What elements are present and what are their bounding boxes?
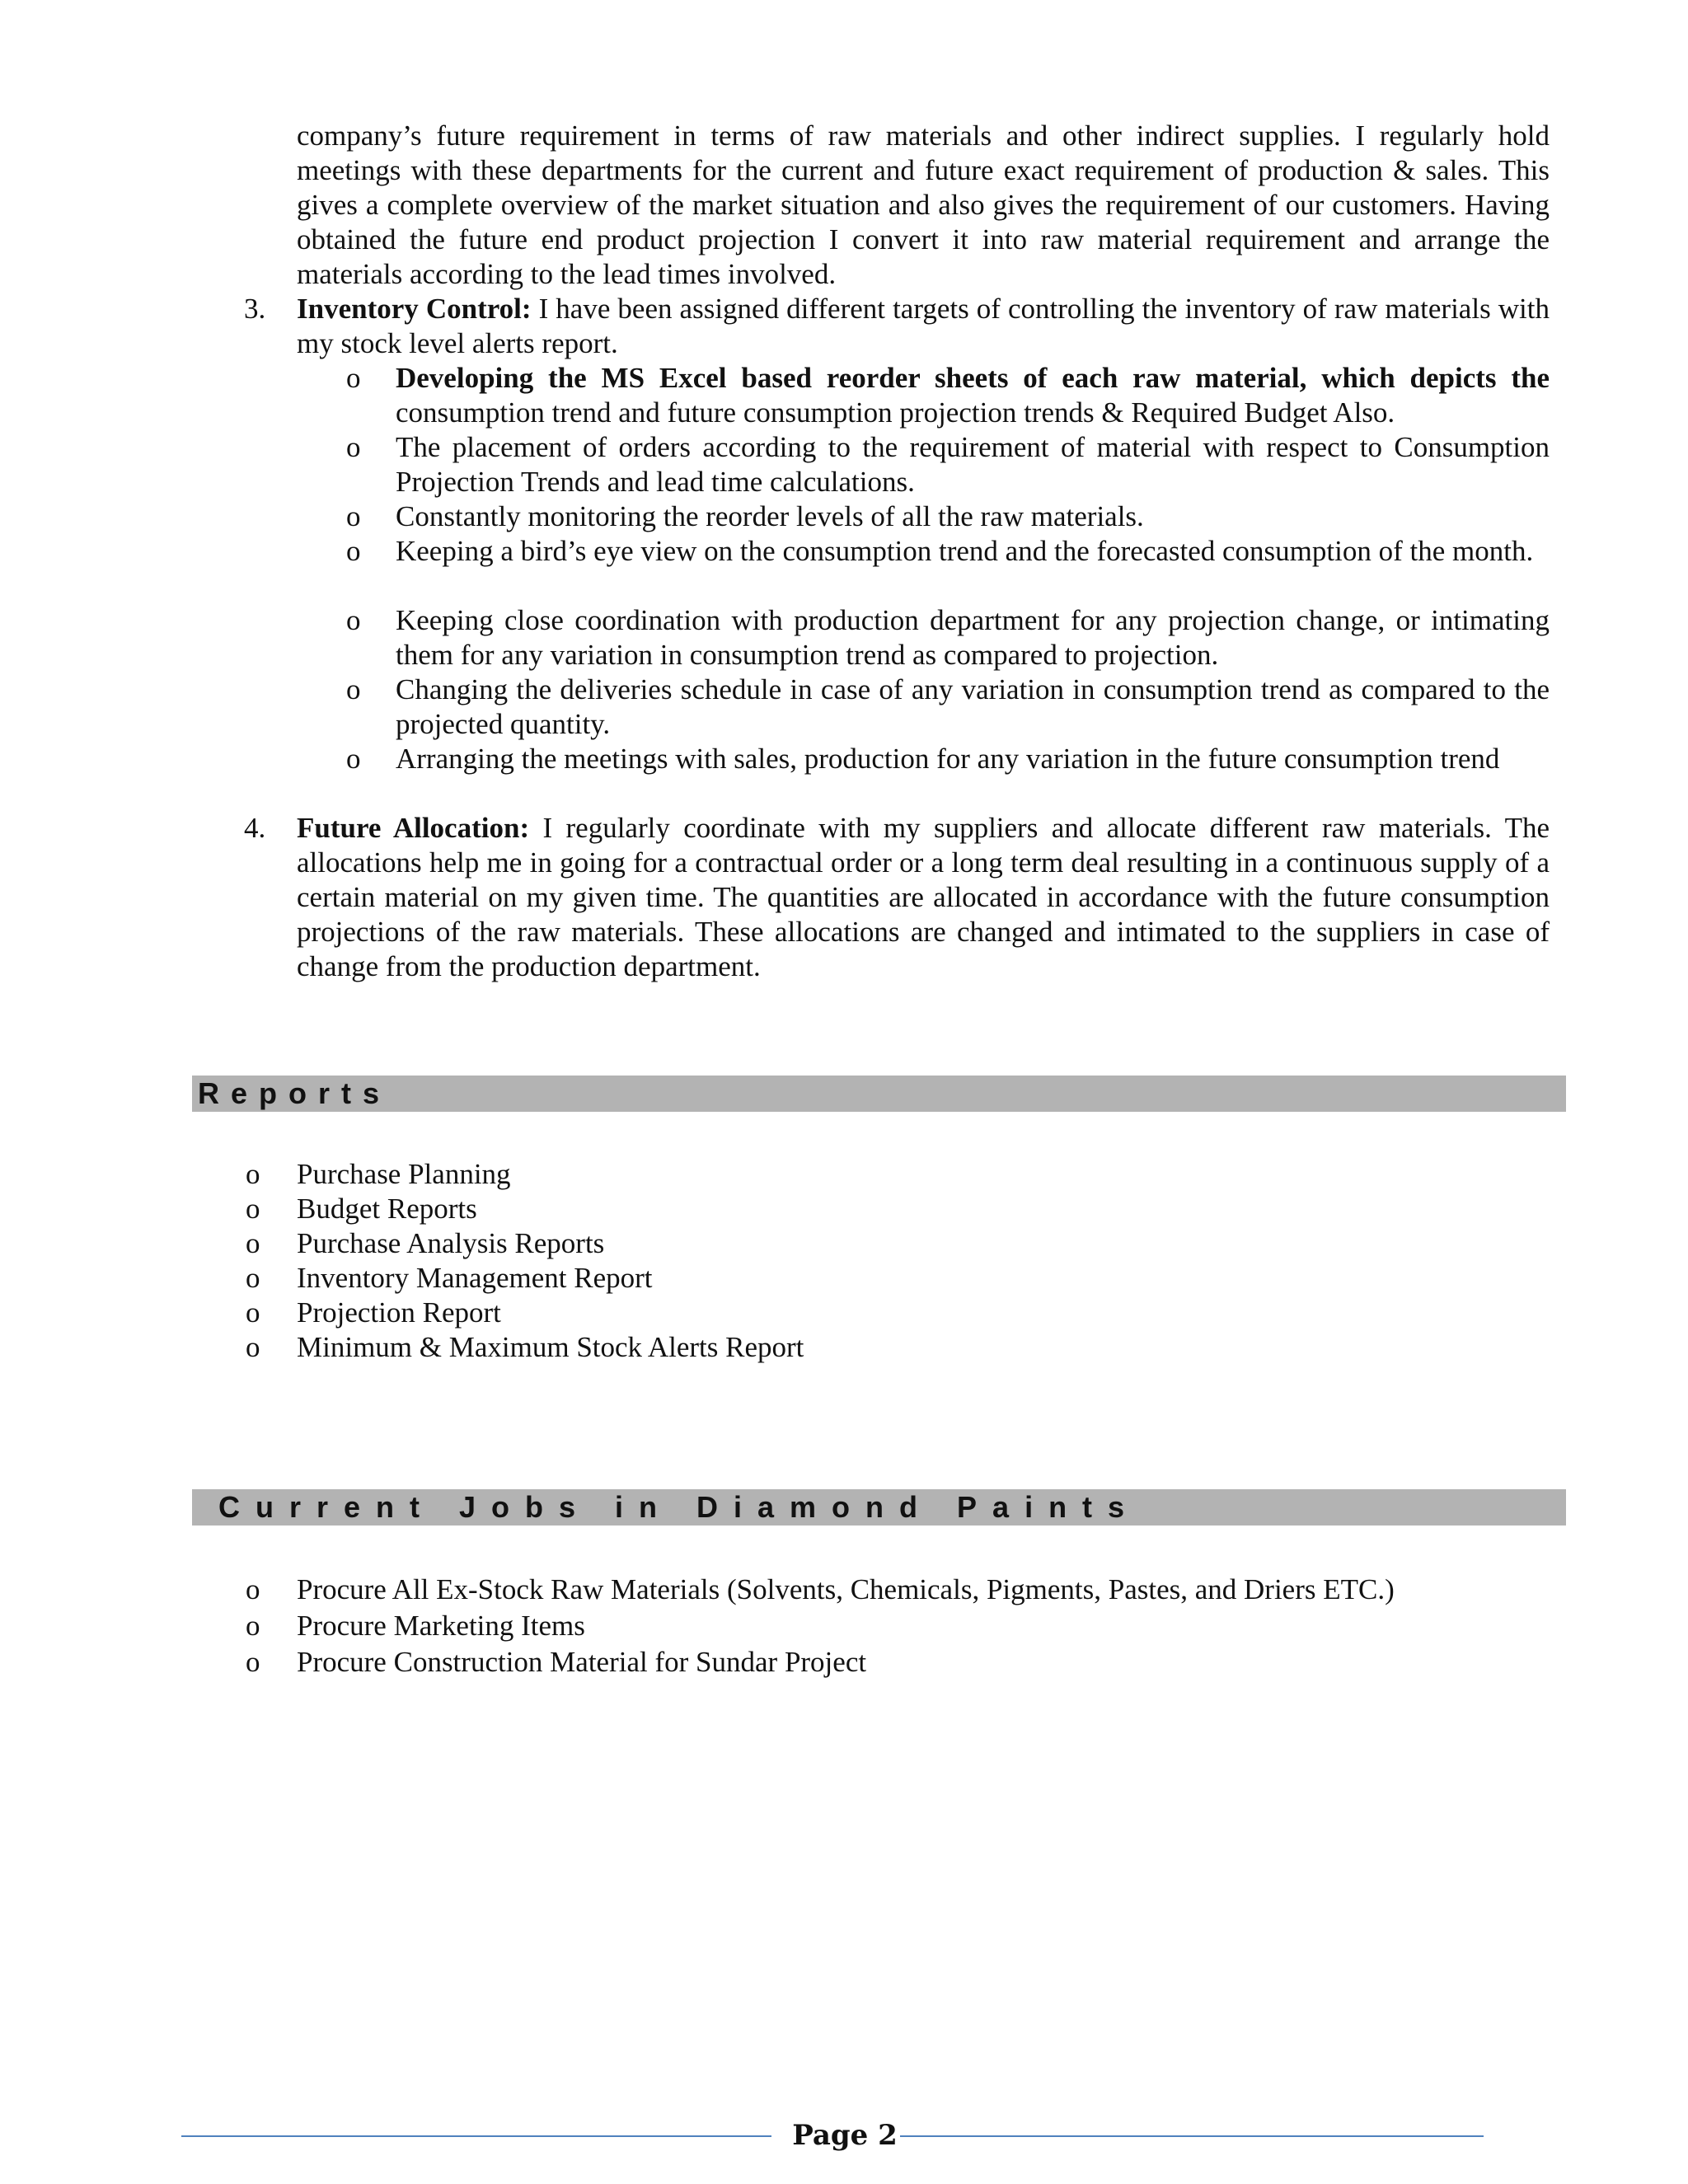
report-item: Inventory Management Report xyxy=(297,1262,653,1294)
job-item: Procure Construction Material for Sundar Project xyxy=(297,1646,867,1678)
job-item: Procure All Ex-Stock Raw Materials (Solvents, Chemicals, Pigments, Pastes, and Driers ETC.) xyxy=(297,1573,1395,1605)
bullet-marker: o xyxy=(246,1646,260,1678)
bullet-marker: o xyxy=(346,604,361,636)
sub-bullet-text: Keeping a bird’s eye view on the consumption trend and the forecasted consumption of the month. xyxy=(396,535,1534,567)
report-item: Minimum & Maximum Stock Alerts Report xyxy=(297,1331,804,1363)
bullet-marker: o xyxy=(246,1193,260,1225)
item3-text: I have been assigned different targets of controlling the inventory of raw materials with my stock level alerts report. xyxy=(297,293,1550,359)
item4-number: 4. xyxy=(244,812,266,844)
bullet-marker: o xyxy=(246,1262,260,1294)
report-item: Purchase Analysis Reports xyxy=(297,1227,605,1259)
reports-section-bar xyxy=(192,1076,1566,1112)
bullet-marker: o xyxy=(246,1331,260,1363)
sub-bullet-text: Arranging the meetings with sales, production for any variation in the future consumption trend xyxy=(396,743,1500,775)
job-item: Procure Marketing Items xyxy=(297,1610,585,1642)
sub-bullet-text: Constantly monitoring the reorder levels of all the raw materials. xyxy=(396,500,1144,532)
sub-bullet-text xyxy=(396,361,1550,430)
bullet-marker: o xyxy=(346,743,361,775)
bullet-marker: o xyxy=(346,431,361,463)
page-number: Page 2 xyxy=(792,2119,898,2152)
sub-bullet-rest: consumption trend and future consumption projection trends & Required Budget Also. xyxy=(396,396,1395,429)
sub-bullet-text: The placement of orders according to the requirement of material with respect to Consumption Projection Trends and lead time calculations. xyxy=(396,431,1550,498)
sub-bullet-text: Keeping close coordination with production department for any projection change, or intimating them for any variation in consumption trend as compared to projection. xyxy=(396,604,1550,671)
bullet-marker: o xyxy=(346,673,361,705)
reports-section-title: Reports xyxy=(198,1076,392,1110)
item4-paragraph xyxy=(297,811,1550,984)
bullet-marker: o xyxy=(246,1158,260,1190)
bullet-marker: o xyxy=(246,1227,260,1259)
item3-heading: Inventory Control: xyxy=(297,293,532,325)
item4-text: I regularly coordinate with my suppliers and allocate different raw materials. The allocations help me in going for a contractual order or a long term deal resulting in a continuous supply of a certain material on my given time. The quantities are allocated in accordance with the future consumption projections of the raw materials. These allocations are changed and intimated to the suppliers in case of change from the production department. xyxy=(297,812,1550,982)
bullet-marker: o xyxy=(346,362,361,394)
bullet-marker: o xyxy=(246,1573,260,1605)
sub-bullet-text: Changing the deliveries schedule in case of any variation in consumption trend as compared to the projected quantity. xyxy=(396,673,1550,740)
item3-number: 3. xyxy=(244,293,266,325)
item3-paragraph xyxy=(297,292,1550,361)
report-item: Budget Reports xyxy=(297,1193,477,1225)
report-item: Purchase Planning xyxy=(297,1158,511,1190)
footer-rule-left xyxy=(181,2135,771,2137)
bullet-marker: o xyxy=(346,500,361,532)
intro-paragraph: company’s future requirement in terms of raw materials and other indirect supplies. I regularly hold meetings with these departments for the current and future exact requirement of production & sales. This gives a complete overview of the market situation and also gives the requirement of our customers. Having obtained the future end product projection I convert it into raw material requirement and arrange the materials according to the lead times involved. xyxy=(297,120,1550,290)
bullet-marker: o xyxy=(246,1296,260,1329)
item4-heading: Future Allocation: xyxy=(297,812,530,844)
current-jobs-section-title: Current Jobs in Diamond Paints xyxy=(218,1490,1141,1524)
bullet-marker: o xyxy=(246,1610,260,1642)
report-item: Projection Report xyxy=(297,1296,501,1329)
sub-bullet-bold: Developing the MS Excel based reorder sheets of each raw material, which depicts the xyxy=(396,362,1550,394)
footer-rule-right xyxy=(900,2135,1484,2137)
bullet-marker: o xyxy=(346,535,361,567)
